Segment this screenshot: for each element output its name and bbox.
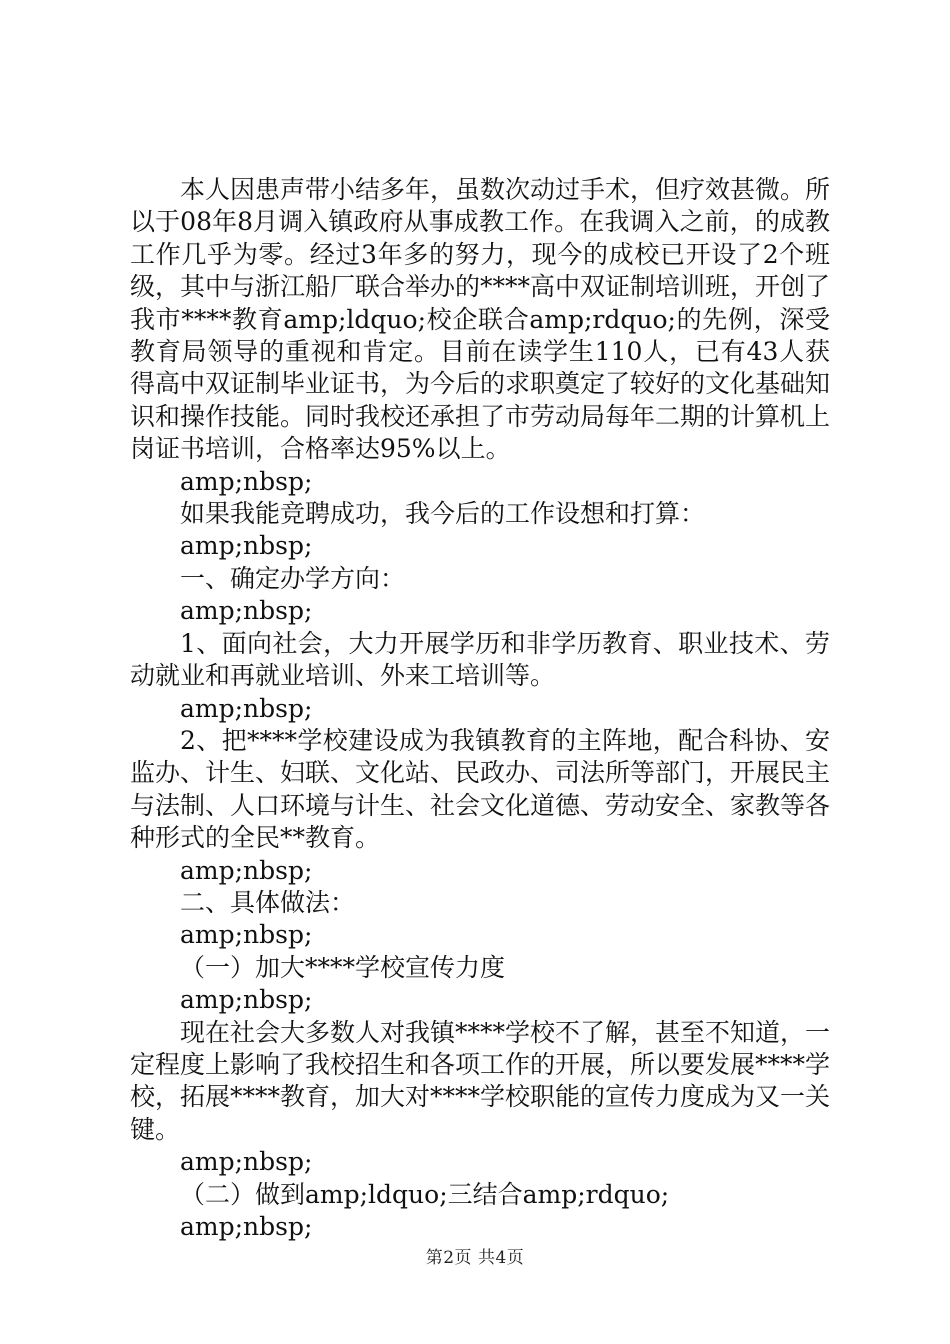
page-footer	[0, 1243, 950, 1268]
paragraph: amp;nbsp;	[180, 985, 313, 1015]
paragraph: 二、具体做法：	[180, 887, 356, 917]
document-body	[130, 174, 830, 1243]
paragraph: amp;nbsp;	[180, 855, 313, 885]
paragraph: amp;nbsp;	[180, 1212, 313, 1241]
paragraph: amp;nbsp;	[180, 596, 313, 626]
paragraph: 2、把****学校建设成为我镇教育的主阵地，配合科协、安监办、计生、妇联、文化站、民政办、司法所等部门，开展民主与法制、人口环境与计生、社会文化道德、劳动安全、家教等各种形式的全民**教育。	[130, 725, 831, 853]
paragraph: amp;nbsp;	[180, 466, 313, 496]
paragraph: 本人因患声带小结多年，虽数次动过手术，但疗效甚微。所以于08年8月调入镇政府从事成教工作。在我调入之前，的成教工作几乎为零。经过3年多的努力，现今的成校已开设了2个班级，其中与浙江船厂联合举办的****高中双证制培训班，开创了我市****教育amp;ldquo;校企联合amp;rdquo;的先例，深受教育局领导的重视和肯定。目前在读学生110人，已有43人获得高中双证制毕业证书，为今后的求职奠定了较好的文化基础知识和操作技能。同时我校还承担了市劳动局每年二期的计算机上岗证书培训，合格率达95%以上。	[130, 175, 831, 464]
page-number-label: 第2页 共4页	[425, 1248, 525, 1268]
paragraph: （二）做到amp;ldquo;三结合amp;rdquo;	[180, 1179, 670, 1209]
paragraph: 现在社会大多数人对我镇****学校不了解，甚至不知道，一定程度上影响了我校招生和各项工作的开展，所以要发展****学校，拓展****教育，加大对****学校职能的宣传力度成为又一关键。	[130, 1017, 831, 1144]
paragraph: amp;nbsp;	[180, 693, 313, 723]
paragraph: 如果我能竞聘成功，我今后的工作设想和打算：	[180, 499, 706, 529]
paragraph: （一）加大****学校宣传力度	[180, 952, 506, 982]
paragraph: amp;nbsp;	[180, 531, 313, 561]
paragraph: amp;nbsp;	[180, 920, 313, 950]
paragraph: 一、确定办学方向：	[180, 563, 406, 593]
paragraph: 1、面向社会，大力开展学历和非学历教育、职业技术、劳动就业和再就业培训、外来工培训等。	[130, 628, 830, 691]
paragraph: amp;nbsp;	[180, 1147, 313, 1177]
